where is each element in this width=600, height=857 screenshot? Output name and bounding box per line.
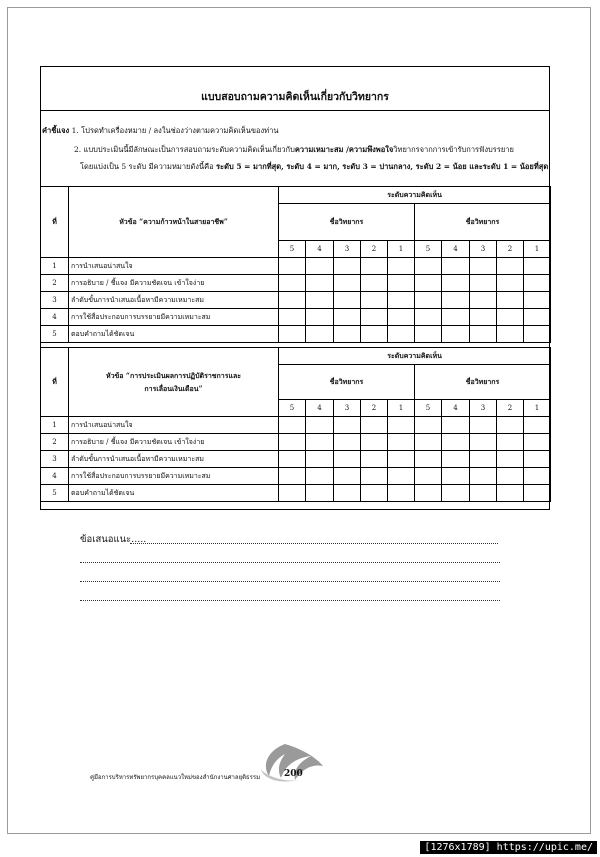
rating-checkbox-cell[interactable] (306, 292, 334, 309)
rating-checkbox-cell[interactable] (470, 417, 497, 434)
instruction-line-3 (80, 161, 548, 173)
rating-checkbox-cell[interactable] (442, 309, 470, 326)
rating-checkbox-cell[interactable] (279, 417, 306, 434)
scale-header-cell: 5 (415, 400, 442, 417)
rating-checkbox-cell[interactable] (334, 326, 361, 343)
rating-checkbox-cell[interactable] (306, 275, 334, 292)
scale-header-cell: 2 (497, 241, 524, 258)
rating-checkbox-cell[interactable] (415, 292, 442, 309)
suggestion-line-1[interactable] (130, 543, 498, 544)
item-number: 5 (41, 485, 69, 502)
column-header-no: ที่ (41, 187, 69, 258)
rating-checkbox-cell[interactable] (279, 258, 306, 275)
rating-checkbox-cell[interactable] (361, 434, 388, 451)
rating-checkbox-cell[interactable] (334, 468, 361, 485)
instruction-item-1: 1. โปรดทำเครื่องหมาย / ลงในช่องว่างตามความคิดเห็นของท่าน (71, 126, 279, 135)
rating-checkbox-cell[interactable] (524, 451, 551, 468)
rating-checkbox-cell[interactable] (334, 451, 361, 468)
rating-checkbox-cell[interactable] (497, 309, 524, 326)
speaker-name-header-2: ชื่อวิทยากร (415, 204, 551, 241)
rating-checkbox-cell[interactable] (497, 292, 524, 309)
scale-header-cell: 1 (524, 241, 551, 258)
suggestion-line-2[interactable] (80, 562, 500, 563)
item-criterion: ตอบคำถามได้ชัดเจน (69, 485, 279, 502)
rating-checkbox-cell[interactable] (524, 258, 551, 275)
rating-checkbox-cell[interactable] (442, 258, 470, 275)
scale-header-cell: 4 (442, 241, 470, 258)
item-criterion: การนำเสนอน่าสนใจ (69, 258, 279, 275)
rating-checkbox-cell[interactable] (334, 275, 361, 292)
table-row (41, 485, 551, 502)
rating-checkbox-cell[interactable] (415, 309, 442, 326)
item-criterion: การอธิบาย / ชี้แจง มีความชัดเจน เข้าใจง่าย (69, 434, 279, 451)
suggestions-label-text: ข้อเสนอแนะ (80, 534, 132, 545)
scale-header-cell: 4 (306, 241, 334, 258)
rating-checkbox-cell[interactable] (415, 485, 442, 502)
rating-checkbox-cell[interactable] (442, 326, 470, 343)
rating-checkbox-cell[interactable] (388, 485, 415, 502)
rating-checkbox-cell[interactable] (306, 417, 334, 434)
rating-checkbox-cell[interactable] (306, 468, 334, 485)
speaker-name-header-2: ชื่อวิทยากร (415, 365, 551, 400)
suggestion-line-3[interactable] (80, 581, 500, 582)
rating-checkbox-cell[interactable] (415, 451, 442, 468)
scale-header-cell: 3 (334, 241, 361, 258)
item-criterion: การใช้สื่อประกอบการบรรยายมีความเหมาะสม (69, 309, 279, 326)
footer-caption: คู่มือการบริหารทรัพยากรบุคคลแนวใหม่ของสำนักงานศาลยุติธรรม (90, 774, 261, 781)
scale-header-cell: 2 (497, 400, 524, 417)
rating-checkbox-cell[interactable] (279, 485, 306, 502)
rating-checkbox-cell[interactable] (388, 451, 415, 468)
rating-checkbox-cell[interactable] (442, 292, 470, 309)
item-number: 5 (41, 326, 69, 343)
speaker-name-header-1: ชื่อวิทยากร (279, 204, 415, 241)
scale-header-cell: 3 (470, 241, 497, 258)
table-row (41, 468, 551, 485)
rating-checkbox-cell[interactable] (442, 468, 470, 485)
scale-header-cell: 1 (388, 241, 415, 258)
image-watermark: [1276x1789] https://upic.me/ (420, 841, 597, 854)
rating-checkbox-cell[interactable] (524, 275, 551, 292)
section-topic-header (69, 348, 279, 417)
speaker-name-header-1: ชื่อวิทยากร (279, 365, 415, 400)
item-criterion: ลำดับขั้นการนำเสนอเนื้อหามีความเหมาะสม (69, 292, 279, 309)
rating-checkbox-cell[interactable] (361, 468, 388, 485)
scale-header-cell: 2 (361, 400, 388, 417)
rating-checkbox-cell[interactable] (497, 417, 524, 434)
rating-checkbox-cell[interactable] (361, 326, 388, 343)
scale-header-cell: 5 (415, 241, 442, 258)
scale-header-cell: 5 (279, 241, 306, 258)
rating-checkbox-cell[interactable] (306, 451, 334, 468)
item-criterion: การใช้สื่อประกอบการบรรยายมีความเหมาะสม (69, 468, 279, 485)
instruction-line-1 (42, 125, 278, 137)
rating-checkbox-cell[interactable] (388, 417, 415, 434)
rating-checkbox-cell[interactable] (497, 485, 524, 502)
rating-checkbox-cell[interactable] (470, 326, 497, 343)
rating-checkbox-cell[interactable] (524, 434, 551, 451)
item-number: 2 (41, 434, 69, 451)
rating-checkbox-cell[interactable] (415, 468, 442, 485)
rating-checkbox-cell[interactable] (361, 292, 388, 309)
rating-checkbox-cell[interactable] (442, 485, 470, 502)
rating-checkbox-cell[interactable] (279, 451, 306, 468)
opinion-level-header: ระดับความคิดเห็น (279, 348, 551, 365)
rating-checkbox-cell[interactable] (470, 468, 497, 485)
section-topic-title: หัวข้อ “การประเมินผลการปฏิบัติราชการและ (105, 370, 242, 380)
rating-checkbox-cell[interactable] (497, 451, 524, 468)
survey-title: แบบสอบถามความคิดเห็นเกี่ยวกับวิทยากร (201, 91, 389, 103)
rating-checkbox-cell[interactable] (334, 309, 361, 326)
rating-checkbox-cell[interactable] (524, 292, 551, 309)
rating-checkbox-cell[interactable] (497, 468, 524, 485)
item-criterion: ตอบคำถามได้ชัดเจน (69, 326, 279, 343)
rating-checkbox-cell[interactable] (388, 326, 415, 343)
rating-checkbox-cell[interactable] (388, 468, 415, 485)
scale-header-cell: 4 (306, 400, 334, 417)
rating-checkbox-cell[interactable] (470, 434, 497, 451)
section-topic-title-cont: การเลื่อนเงินเดือน” (144, 384, 203, 393)
rating-checkbox-cell[interactable] (524, 468, 551, 485)
rating-checkbox-cell[interactable] (334, 485, 361, 502)
rating-checkbox-cell[interactable] (306, 309, 334, 326)
rating-checkbox-cell[interactable] (334, 417, 361, 434)
suggestion-line-4[interactable] (80, 600, 500, 601)
instruction-item-2-bold: ความเหมาะสม /ความพึงพอใจ (294, 145, 394, 154)
rating-checkbox-cell[interactable] (497, 258, 524, 275)
rating-checkbox-cell[interactable] (306, 485, 334, 502)
opinion-level-header: ระดับความคิดเห็น (279, 187, 551, 204)
rating-checkbox-cell[interactable] (361, 451, 388, 468)
rating-checkbox-cell[interactable] (415, 434, 442, 451)
table-row (41, 434, 551, 451)
rating-checkbox-cell[interactable] (415, 258, 442, 275)
item-number: 1 (41, 258, 69, 275)
rating-checkbox-cell[interactable] (306, 258, 334, 275)
table-row (41, 326, 551, 343)
item-number: 4 (41, 468, 69, 485)
rating-checkbox-cell[interactable] (334, 292, 361, 309)
rating-checkbox-cell[interactable] (497, 326, 524, 343)
rating-checkbox-cell[interactable] (279, 434, 306, 451)
item-number: 4 (41, 309, 69, 326)
scale-header-cell: 2 (361, 241, 388, 258)
table-row (41, 258, 551, 275)
rating-checkbox-cell[interactable] (361, 275, 388, 292)
rating-checkbox-cell[interactable] (415, 275, 442, 292)
item-number: 1 (41, 417, 69, 434)
table-row (41, 292, 551, 309)
rating-checkbox-cell[interactable] (361, 258, 388, 275)
rating-checkbox-cell[interactable] (388, 309, 415, 326)
rating-checkbox-cell[interactable] (361, 309, 388, 326)
rating-checkbox-cell[interactable] (361, 417, 388, 434)
rating-checkbox-cell[interactable] (279, 292, 306, 309)
rating-checkbox-cell[interactable] (497, 275, 524, 292)
instruction-item-2a: 2. แบบประเมินนี้มีลักษณะเป็นการสอบถามระดับความคิดเห็นเกี่ยวกับ (74, 145, 295, 154)
rating-checkbox-cell[interactable] (388, 434, 415, 451)
scale-header-cell: 3 (470, 400, 497, 417)
rating-checkbox-cell[interactable] (442, 275, 470, 292)
table-row (41, 309, 551, 326)
rating-checkbox-cell[interactable] (442, 434, 470, 451)
instruction-line-2 (74, 144, 514, 156)
rating-checkbox-cell[interactable] (524, 485, 551, 502)
table-row (41, 275, 551, 292)
section-topic-header (69, 187, 279, 258)
rating-checkbox-cell[interactable] (470, 451, 497, 468)
rating-table-1 (40, 186, 551, 343)
rating-checkbox-cell[interactable] (388, 292, 415, 309)
table-row (41, 451, 551, 468)
instructions-label: คำชี้แจง (42, 126, 70, 135)
table-row (41, 417, 551, 434)
scale-header-cell: 3 (334, 400, 361, 417)
rating-checkbox-cell[interactable] (279, 326, 306, 343)
instruction-item-2b: วิทยากรจากการเข้ารับการฟังบรรยาย (393, 145, 514, 154)
rating-checkbox-cell[interactable] (524, 326, 551, 343)
rating-checkbox-cell[interactable] (442, 417, 470, 434)
rating-checkbox-cell[interactable] (279, 309, 306, 326)
scale-header-cell: 5 (279, 400, 306, 417)
scale-header-cell: 1 (388, 400, 415, 417)
rating-checkbox-cell[interactable] (470, 292, 497, 309)
rating-checkbox-cell[interactable] (524, 309, 551, 326)
rating-checkbox-cell[interactable] (470, 275, 497, 292)
rating-checkbox-cell[interactable] (497, 434, 524, 451)
instruction-scale-definition: ระดับ 5 = มากที่สุด, ระดับ 4 = มาก, ระดับ 3 = ปานกลาง, ระดับ 2 = น้อย และระดับ 1 = น้อยที่สุด (216, 162, 549, 171)
rating-checkbox-cell[interactable] (279, 275, 306, 292)
rating-checkbox-cell[interactable] (470, 309, 497, 326)
instruction-scale-intro: โดยแบ่งเป็น 5 ระดับ มีความหมายดังนี้คือ (80, 162, 214, 171)
column-header-no: ที่ (41, 348, 69, 417)
rating-checkbox-cell[interactable] (279, 468, 306, 485)
rating-checkbox-cell[interactable] (470, 485, 497, 502)
rating-checkbox-cell[interactable] (334, 258, 361, 275)
scale-header-cell: 1 (524, 400, 551, 417)
item-criterion: การอธิบาย / ชี้แจง มีความชัดเจน เข้าใจง่าย (69, 275, 279, 292)
suggestions-label: ข้อเสนอแนะ..... (80, 534, 147, 545)
item-number: 2 (41, 275, 69, 292)
rating-checkbox-cell[interactable] (524, 417, 551, 434)
rating-checkbox-cell[interactable] (388, 275, 415, 292)
title-divider (40, 110, 550, 111)
rating-checkbox-cell[interactable] (470, 258, 497, 275)
rating-checkbox-cell[interactable] (442, 451, 470, 468)
rating-checkbox-cell[interactable] (334, 434, 361, 451)
section-topic-title: หัวข้อ “ความก้าวหน้าในสายอาชีพ” (119, 216, 228, 226)
rating-table-2 (40, 347, 551, 502)
item-number: 3 (41, 451, 69, 468)
rating-checkbox-cell[interactable] (415, 326, 442, 343)
rating-checkbox-cell[interactable] (388, 258, 415, 275)
rating-checkbox-cell[interactable] (306, 434, 334, 451)
rating-checkbox-cell[interactable] (415, 417, 442, 434)
item-number: 3 (41, 292, 69, 309)
item-criterion: การนำเสนอน่าสนใจ (69, 417, 279, 434)
rating-checkbox-cell[interactable] (306, 326, 334, 343)
page-number: 200 (284, 769, 303, 779)
item-criterion: ลำดับขั้นการนำเสนอเนื้อหามีความเหมาะสม (69, 451, 279, 468)
rating-checkbox-cell[interactable] (361, 485, 388, 502)
scale-header-cell: 4 (442, 400, 470, 417)
